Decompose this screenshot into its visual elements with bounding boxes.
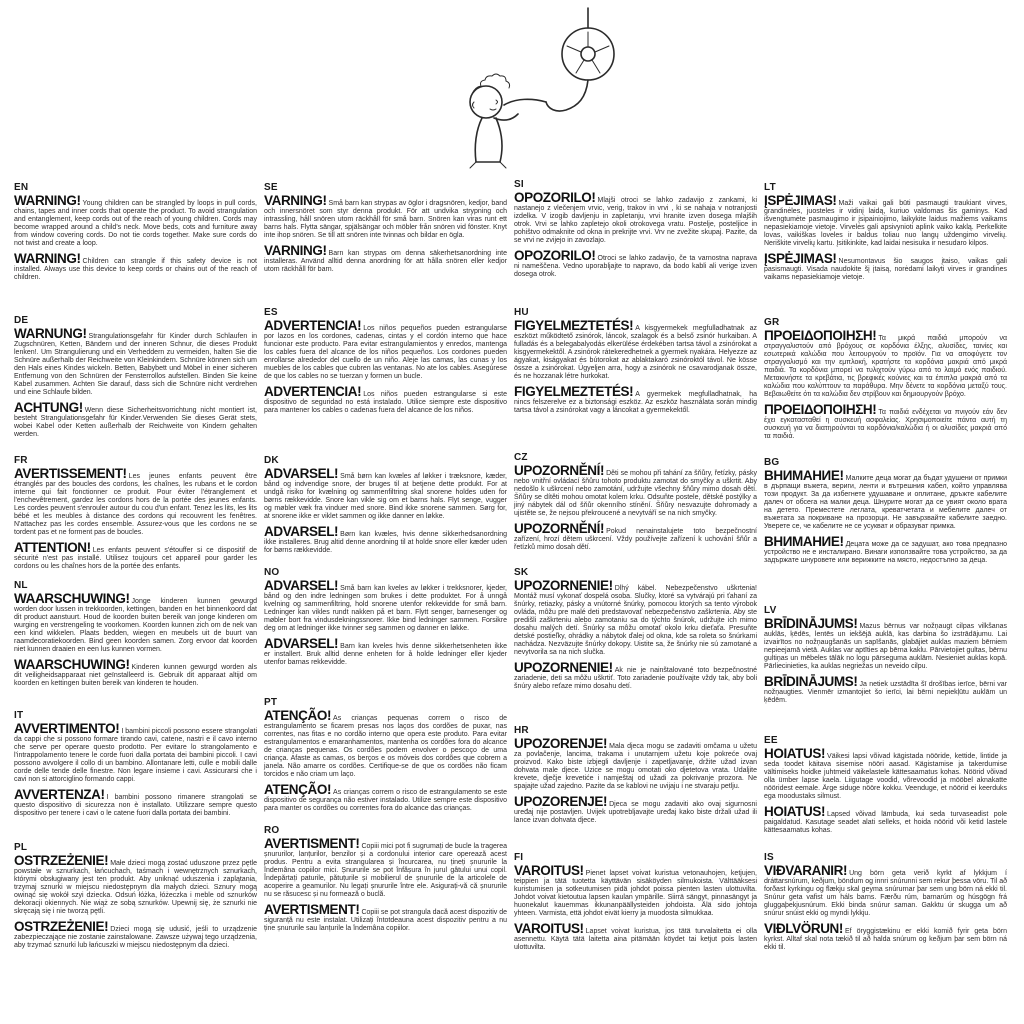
warning-section-gr <box>764 317 1007 448</box>
language-code: FR <box>14 455 28 466</box>
warning-paragraph <box>514 190 757 245</box>
warning-body: Lapset voivat kuristua, jos tätä turvalaitetta ei olla asennettu. Käytä tätä laitetta aina pitämään köydet tai ketjut pois lasten ulottuvilta. <box>514 928 757 951</box>
warning-paragraph <box>14 787 257 818</box>
warning-body: Τα παιδιά ενδέχεται να πνιγούν εάν δεν έχει εγκατασταθεί η συσκευή ασφαλείας. Χρησιμοποιείτε πάντα αυτή τη συσκευή για να διατηρούνται τα κορδόνια/καλώδια ή οι αλυσίδες μακριά από τα παιδιά. <box>764 409 1007 440</box>
warning-paragraph <box>264 524 507 555</box>
warning-body: Lapsed võivad lämbuda, kui seda turvaseadist pole paigaldatud. Kasutage seadet alati selleks, et hoida nöörid või ketid lastele kättesaamatus kohas. <box>764 811 1007 834</box>
warning-paragraph <box>264 782 507 813</box>
warning-paragraph <box>764 328 1007 399</box>
warning-heading: UPOZORNENIE! <box>514 578 613 593</box>
warning-heading: ĮSPĖJIMAS! <box>764 251 837 266</box>
warning-section-hr <box>514 725 757 832</box>
warning-body: Pokud nenainstalujete toto bezpečnostní zařízení, hrozí dětem uškrcení. Vždy používejte zařízení k uchování šňůr a řetízků mimo dosah dětí. <box>514 528 757 551</box>
warning-paragraph <box>14 919 257 950</box>
language-code: SK <box>514 567 529 578</box>
warning-paragraph <box>514 863 757 918</box>
warning-body: As crianças pequenas correm o risco de estrangulamento se ficarem presas nos laços dos cordões de puxar, nas correntes, nas fitas e no cordão interno que opera este produto. Para evitar estrangulamentos e emaranhamentos, mantenha os cordões fora do alcance de crianças pequenas. Os cordões podem envolver o pescoço de uma criança. Afaste as camas, os berços e os móveis dos cordões que cobrem a janela. Não amarre os cordões. Certifique-se de que os cordões não ficam torcidos e não criam um laço. <box>264 715 507 778</box>
warning-paragraph <box>514 463 757 518</box>
warning-body: Små barn kan strypas av öglor i dragsnören, kedjor, band och innersnöret som styr denna produkt. För att undvika strypning och intrassling, håll snören utom räckhåll för små barn. Snören kan viras runt ett barns hals. Flytta sängar, spjälsängar och möbler från snören vid fönster. Knyt inte ihop snören. Se till att snören inte tvinnas och bildar en ögla. <box>264 200 507 239</box>
warning-paragraph <box>264 193 507 240</box>
language-code: IS <box>764 852 774 863</box>
warning-paragraph <box>764 804 1007 835</box>
language-code: CZ <box>514 452 528 463</box>
warning-body: Maži vaikai gali būti pasmaugti traukiant virves, grandinėles, juosteles ir vidinį laidą, kuriuo valdomas šis gaminys. Kad išvengtumėte pasmaugimo ir įsipainiojimo, laikykite laidus mažiems vaikams nepasiekiamoje vietoje. Virvelės gali apsivynioti aplink vaiko kaklą. Perkelkite lovas, vaikiškas loveles ir baldus toliau nuo langų uždengimo virvelių. Neriškite virvelių kartu. Įsitikinkite, kad laidai nesisuka ir nesudaro kilpos. <box>764 200 1007 247</box>
warning-body: Otroci se lahko zadavijo, če ta varnostna naprava ni nameščena. Vedno uporabljajte to napravo, da bodo kabli ali verige izven dosega otrok. <box>514 255 757 278</box>
warning-section-se <box>264 182 507 281</box>
warning-heading: VAROITUS! <box>514 921 584 936</box>
warning-heading: UPOZORNĚNÍ! <box>514 463 605 478</box>
warning-paragraph <box>264 578 507 633</box>
warning-body: Copiii mici pot fi sugrumați de bucle la tragerea șnururilor, lanțurilor, benzilor și a cordonului interior care operează acest produs. Pentru a evita strangularea și încurcarea, nu țineți șnururile la îndemâna copiilor mici. Șnururile se pot înfășura în jurul gâtului unui copil. Îndepărtați paturile, pătuțurile și mobilierul de șnururile de la articolele de acoperire a geamurilor. Nu legați șnururile între ele. Asigurați-vă că șnururile nu se răsucesc și nu formează o buclă. <box>264 843 507 898</box>
warning-heading: FIGYELMEZTETÉS! <box>514 318 634 333</box>
warning-section-hu <box>514 307 757 422</box>
warning-section-bg <box>764 457 1007 572</box>
warning-body: I bambini possono rimanere strangolati se questo dispositivo di sicurezza non è installato. Utilizzare sempre questo dispositivo per tenere i cavi o le catene fuori dalla portata dei bambini. <box>14 794 257 817</box>
warning-body: Mala djeca mogu se zadaviti omčama u užetu za povlačenje, lancima, trakama i unutarnjem užetu koje pokreće ovaj proizvod. Kako biste izbjegli davljenje i zapetljavanje, držite užad izvan dohvata male djece. Uzice se mogu omotati oko djetetova vrata. Udaljite krevete, dječje krevetiće i namještaj od užadi za pokrivanje prozora. Ne spajajte užad zajedno. Pazite da se kablovi ne uvijaju i ne stvaraju petlju. <box>514 743 757 790</box>
warning-body: Jonge kinderen kunnen gewurgd worden door lussen in trekkoorden, kettingen, banden en het binnenkoord dat dit product aanstuurt. Houd de koorden buiten bereik van jonge kinderen om wurging en verstrengeling te voorkomen. Koorden kunnen zich om de nek van een kind wikkelen. Plaats bedden, wiegen en meubels uit de buurt van raamdecoratiekoorden. Bind geen koorden samen. Zorg ervoor dat koorden niet kunnen draaien en een lus kunnen vormen. <box>14 598 257 653</box>
warning-paragraph <box>514 660 757 691</box>
warning-paragraph <box>514 521 757 552</box>
warning-paragraph <box>14 326 257 397</box>
warning-heading: ADVERTENCIA! <box>264 384 362 399</box>
language-code: NL <box>14 580 28 591</box>
warning-heading: OSTRZEŻENIE! <box>14 919 109 934</box>
warning-body: Children can strangle if this safety device is not installed. Always use this device to keep cords or chains out of the reach of children. <box>14 258 257 281</box>
warning-section-ro <box>264 825 507 940</box>
child-reaching-for-blind-cord-drawing <box>428 6 653 176</box>
warning-body: Nesumontavus šio saugos įtaiso, vaikas gali pasismaugti. Visada naudokite šį įtaisą, norėdami laikyti virves ir grandines vaikams nepasiekiamoje vietoje. <box>764 258 1007 281</box>
warning-heading: FIGYELMEZTETÉS! <box>514 384 634 399</box>
warning-section-cz <box>514 452 757 559</box>
warning-body: Dzieci mogą się udusić, jeśli to urządzenie zabezpieczające nie zostanie zainstalowane. Zawsze używaj tego urządzenia, aby trzymać sznurki lub łańcuszki w miejscu niedostępnym dla dzieci. <box>14 926 257 949</box>
warning-section-si <box>514 179 757 286</box>
warning-body: Strangulationsgefahr für Kinder durch Schlaufen in Zugschnüren, Ketten, Bändern und der inneren Schnur, die dieses Produkt lenken!. Um Strangulierung und ein Verheddern zu vermeiden, halten Sie die Schnüre außerhalb der Reichweite von Kleinkindern. Schnüre können sich um den Hals eines Kindes wickeln. Betten, Babybett und Möbel in einer sicheren Entfernung von den Schnüren der Fensterrollos aufstellen. Binden Sie keine Kabel zusammen. Achten Sie darauf, dass sich die Schnüre nicht verdrehen und eine Schlaufe bilden. <box>14 333 257 396</box>
warning-body: Ja netiek uzstādīta šī drošības ierīce, bērni var nožņaugties. Vienmēr izmantojiet šo ierīci, lai bērni nepiekļūtu auklām un ķēdēm. <box>764 681 1007 704</box>
warning-heading: ACHTUNG! <box>14 400 83 415</box>
warning-heading: AVERTISSEMENT! <box>14 466 127 481</box>
warning-heading: ADVERTENCIA! <box>264 318 362 333</box>
warning-paragraph <box>14 540 257 571</box>
language-code: LV <box>764 605 777 616</box>
warning-heading: ADVARSEL! <box>264 636 339 651</box>
warning-heading: BRĪDINĀJUMS! <box>764 674 858 689</box>
warning-paragraph <box>14 591 257 654</box>
warning-heading: AVVERTENZA! <box>14 787 105 802</box>
warning-paragraph <box>764 251 1007 282</box>
warning-heading: OPOZORILO! <box>514 190 596 205</box>
warning-heading: WARNING! <box>14 193 81 208</box>
warning-heading: UPOZORENJE! <box>514 736 608 751</box>
warning-paragraph <box>764 468 1007 531</box>
warning-heading: ΠΡΟΕΙΔΟΠΟΙΗΣΗ! <box>764 328 877 343</box>
warning-paragraph <box>514 921 757 952</box>
language-code: DE <box>14 315 29 326</box>
warning-section-fr <box>14 455 257 578</box>
warning-heading: ВНИМАНИЕ! <box>764 534 844 549</box>
warning-paragraph <box>764 674 1007 705</box>
warning-heading: UPOZORNĚNÍ! <box>514 521 605 536</box>
warning-heading: WARNUNG! <box>14 326 87 341</box>
warning-body: Děti se mohou při tahání za šňůry, řetízky, pásky nebo vnitřní ovládací šňůru tohoto produktu zamotat do smyčky a uškrtit. Aby nedošlo k uškrcení nebo zamotání, udržujte všechny šňůry mimo dosah dětí. Šňůry se dítěti mohou omotat kolem krku. Odsuňte postele, dětské postýlky a jiný nábytek dál od šňůr okenního stínění. Šňůry nesvazujte dohromady a ujistěte se, že nejsou překroucené a nevytváří se na nich smyčky. <box>514 470 757 517</box>
warning-body: I bambini piccoli possono essere strangolati da cappi che si possono formare tirando cavi, catene, nastri e il cavo interno che serve per operare questo prodotto. Per evitare lo strangolamento e l'intrappolamento tenere le corde fuori dalla portata dei bambini piccoli. I cavi possono avvolgere il collo di un bambino. Allontanare letti, culle e mobili dalle corde delle tende delle finestre. Non legare insieme i cavi. Assicurarsi che i cavi non si attorciglino formando cappi. <box>14 728 257 783</box>
warning-body: Ef öryggistækinu er ekki komið fyrir geta börn kyrkst. Alltaf skal nota tækið til að halda snúrum og keðjum þar sem börn ná ekki til. <box>764 928 1007 951</box>
warning-body: Τα μικρά παιδιά μπορούν να στραγγαλιστούν από βρόχους σε κορδόνια έλξης, αλυσίδες, ταινίες και εσωτερικά καλώδια που λειτουργούν το προϊόν. Για να αποφύγετε τον στραγγαλισμό και την εμπλοκή, κρατήστε τα κορδόνια μακριά από μικρά παιδιά. Τα κορδόνια μπορεί να τυλιχτούν γύρω από το λαιμό ενός παιδιού. Μετακινήστε τα κρεβάτια, τις βρεφικές κούνιες και τα έπιπλα μακριά από τα καλώδια που καλύπτουν τα παράθυρα. Μην δένετε τα κορδόνια μεταξύ τους. Βεβαιωθείτε ότι τα καλώδια δεν στρίβουν και δημιουργούν βρόχο. <box>764 335 1007 398</box>
warning-body: Les jeunes enfants peuvent être étranglés par des boucles des cordons, les chaînes, les rubans et le cordon interne qui fait fonctionner ce produit. Pour éviter l'étranglement et l'enchevêtrement, gardez les cordons hors de la portée des jeunes enfants. Les cordes peuvent s'enrouler autour du cou d'un enfant. Tenez les lits, les lits bébé et les meubles à distance des cordons qui recouvrent les fenêtres. N'attachez pas les cordes ensemble. Assurez-vous que les cordons ne se tordent pas et ne forment pas de boucles. <box>14 473 257 536</box>
warning-heading: WAARSCHUWING! <box>14 591 130 606</box>
warning-paragraph <box>514 736 757 791</box>
warning-body: Dlhý kábel. Nebezpečenstvo uškrtenia! Montáž musí vykonať dospelá osoba. Slučky, ktoré sa vytvárajú pri ťahaní za šnúrky, retiazky, pásky a vnútorné šnúrky, pomocou ktorých sa tento výrobok ovláda, môžu pre malé deti predstavovať nebezpečenstvo zaškrtenia. Aby ste predišli zaškrteniu alebo zamotaniu sa do týchto šnúrok, udržujte ich mimo dosahu malých detí. Šnúrky sa môžu omotať okolo krku dieťaťa. Presuňte detské postieľky, ohrádky a nábytok ďalej od okna, kde sa roleta so šnúrkami nachádza. Nezväzujte šnúrky dokopy. Uistite sa, že šnúrky nie sú zamotané a nevytvorila sa na nich slučka. <box>514 585 757 656</box>
warning-body: Copiii se pot strangula dacă acest dispozitiv de siguranță nu este instalat. Utilizați întotdeauna acest dispozitiv pentru a nu ține șnururile sau lanțurile la îndemâna copiilor. <box>264 909 507 932</box>
warning-paragraph <box>764 402 1007 441</box>
warning-heading: VARNING! <box>264 193 327 208</box>
warning-heading: AVERTISMENT! <box>264 836 360 851</box>
warning-body: Pienet lapset voivat kuristua vetonauhojen, ketjujen, teippien ja tätä tuotetta käyttävän sisäköyden silmukoista. Välttääksesi kuristumisen ja sotkeutumisen pidä johdot poissa pienten lasten ulottuvilta. Johdot voivat kietoutua lapsen kaulan ympärille. Siirrä sängyt, pinnasängyt ja huonekalut kauemmas ikkunanpäällysteiden johdoista. Älä sido johtoja yhteen. Varmista, että johdot eivät kierry ja muodosta silmukkaa. <box>514 870 757 917</box>
warning-heading: ADVARSEL! <box>264 524 339 539</box>
warning-paragraph <box>14 400 257 439</box>
warning-heading: BRĪDINĀJUMS! <box>764 616 858 631</box>
warning-paragraph <box>764 534 1007 565</box>
language-code: DK <box>264 455 279 466</box>
warning-paragraph <box>764 921 1007 952</box>
warning-section-no <box>264 567 507 674</box>
warning-paragraph <box>14 193 257 248</box>
warning-paragraph <box>514 384 757 415</box>
warning-paragraph <box>264 902 507 933</box>
warning-heading: ΠΡΟΕΙΔΟΠΟΙΗΣΗ! <box>764 402 877 417</box>
warning-section-lt <box>764 182 1007 289</box>
warning-paragraph <box>764 863 1007 918</box>
warning-heading: UPOZORENJE! <box>514 794 608 809</box>
warning-paragraph <box>514 248 757 279</box>
warning-body: A kisgyermekek megfulladhatnak az eszközt működtető zsinórok, láncok, szalagok és a belső zsinór hurkaiban. A fulladás és a belegabalyodás elkerülése érdekében tartsa távol a zsinórokat a kisgyermekektől. A zsinórok rátekeredhetnek a gyermek nyakára. Helyezze az ágyakat, kiságyakat és bútorokat az ablaktakaró zsinóroktól távol. Ne kösse össze a zsinórokat. Ügyeljen arra, hogy a zsinórok ne csavarodjanak össze, és ne hozzanak létre hurkokat. <box>514 325 757 380</box>
warning-body: Les enfants peuvent s'étouffer si ce dispositif de sécurité n'est pas installé. Utilisez toujours cet appareil pour garder les cordons ou les chaînes hors de la portée des enfants. <box>14 547 257 570</box>
warning-body: Малките деца могат да бъдат удушени от примки в дърпащи въжета, вериги, ленти и вътрешния кабел, който управлява този продукт. За да избегнете удушаване и оплитане, дръжте кабелите далеч от обсега на малки деца. Шнурите могат да се увият около врата на детето. Преместете леглата, креватчетата и мебелите далеч от въжетата за покриване на прозорци. Не завързвайте кабелите заедно. Уверете се, че кабелите не се усукват и образуват примка. <box>764 475 1007 530</box>
language-code: EN <box>14 182 29 193</box>
warning-heading: WAARSCHUWING! <box>14 657 130 672</box>
warning-body: Wenn diese Sicherheitsvorrichtung nicht montiert ist, besteht Strangulationsgefahr für Kinder.Verwenden Sie dieses Gerät stets, wobei Kabel oder Ketten außerhalb der Reichweite von Kindern gehalten werden. <box>14 407 257 438</box>
warning-heading: ВНИМАНИЕ! <box>764 468 844 483</box>
warning-body: Децата може да се задушат, ако това предпазно устройство не е инсталирано. Винаги използвайте това устройство, за да задържате шнуровете или верижките на място, недостъпно за деца. <box>764 541 1007 564</box>
warning-heading: VAROITUS! <box>514 863 584 878</box>
warning-heading: ATENÇÃO! <box>264 782 332 797</box>
warning-body: Barn kan kveles hvis denne sikkerhetsenheten ikke er installert. Bruk alltid denne enheten for å holde ledninger eller kjeder utenfor barnas rekkevidde. <box>264 643 507 666</box>
language-code: BG <box>764 457 780 468</box>
warning-paragraph <box>264 466 507 521</box>
warning-paragraph <box>264 708 507 779</box>
warning-paragraph <box>764 616 1007 671</box>
warning-heading: HOIATUS! <box>764 746 826 761</box>
warning-heading: OSTRZEŻENIE! <box>14 853 109 868</box>
language-code: RO <box>264 825 280 836</box>
warning-heading: VIÐLVÖRUN! <box>764 921 843 936</box>
warning-body: Barn kan strypas om denna säkerhetsanordning inte installeras. Använd alltid denna anordning för att hålla snören eller kedjor utom räckhåll för barn. <box>264 250 507 273</box>
warning-heading: ĮSPĖJIMAS! <box>764 193 837 208</box>
warning-body: Mazus bērnus var nožņaugt cilpas vilkšanas auklās, ķēdēs, lentēs un iekšējā auklā, kas darbina šo izstrādājumu. Lai izvairītos no nožņaugšanās un sapīšanās, glabājiet auklas maziem bērniem nepieejamā vietā. Auklas var aptīties ap bērna kaklu. Pārvietojiet gultas, bērnu gultiņas un mēbeles tālāk no logu pārseguma auklām. Nesieniet auklas kopā. Pārliecinieties, ka auklas negriežas un neveido cilpu. <box>764 623 1007 670</box>
warning-section-lv <box>764 605 1007 712</box>
warning-body: Väikesi lapsi võivad kägistada nööride, kettide, lintide ja seda toodet käitava sisemise nööri aasad. Kägistamise ja takerdumise vältimiseks hoidke juhtmeid väikelastele kättesaamatus kohas. Nöörid võivad olla ümber lapse kaela. Liigutage voodid, võrevoodid ja mööbel aknakatte nööridest eemale. Ärge siduge nööre kokku. Veenduge, et nöörid ei keerduks ega moodustaks silmust. <box>764 753 1007 800</box>
language-code: NO <box>264 567 280 578</box>
warning-heading: ATTENTION! <box>14 540 91 555</box>
warning-paragraph <box>264 243 507 274</box>
warning-illustration <box>428 6 653 176</box>
warning-paragraph <box>14 251 257 282</box>
language-code: ES <box>264 307 278 318</box>
warning-body: Djeca se mogu zadaviti ako ovaj sigurnosni uređaj nije postavljen. Uvijek upotrebljavajte uređaj kako biste držali užad ili lance izvan dohvata djece. <box>514 801 757 824</box>
warning-paragraph <box>514 318 757 381</box>
warning-section-it <box>14 710 257 825</box>
warning-section-fi <box>514 852 757 959</box>
language-code: SI <box>514 179 524 190</box>
warning-heading: VARNING! <box>264 243 327 258</box>
warning-section-sk <box>514 567 757 698</box>
warning-body: Kinderen kunnen gewurgd worden als dit veiligheidsapparaat niet geïnstalleerd is. Gebruik dit apparaat altijd om koorden en kettingen buiten bereik van kinderen te houden. <box>14 664 257 687</box>
warning-body: Małe dzieci mogą zostać uduszone przez pętle powstałe w sznurkach, łańcuchach, taśmach i wewnętrznych sznurkach, którymi obsługiwany jest ten produkt. Aby uniknąć uduszenia i zaplątania, trzymaj sznurki w miejscu niedostępnym dla małych dzieci. Sznury mogą owinąć się wokół szyi dziecka. Odsuń łóżka, łóżeczka i meble od sznurków dekoracji okiennych. Nie wiąż ze sobą sznurków. Upewnij się, że sznurki nie skręcają się i nie tworzą pętli. <box>14 860 257 915</box>
warning-heading: OPOZORILO! <box>514 248 596 263</box>
warning-body: Små barn kan kveles av løkker i trekksnorer, kjeder, bånd og den indre ledningen som brukes i dette produktet. For å unngå kvelning og sammenfiltring, hold snorene utenfor rekkevidde for små barn. Ledninger kan vikles rundt nakken på et barn. Flytt senger, barnesenger og møbler bort fra vindusdekningssnorer. Ikke bind ledninger sammen. Forsikre deg om at ledninger ikke tvinner seg sammen og danner en løkke. <box>264 585 507 632</box>
warning-body: Børn kan kvæles, hvis denne sikkerhedsanordning ikke installeres. Brug altid denne anordning til at holde snore eller kæder uden for børns rækkevidde. <box>264 531 507 554</box>
warning-body: Små børn kan kvæles af løkker i træksnore, kæder, bånd og indvendige snore, der bruges til at betjene dette produkt. For at undgå risiko for kvælning og sammenfiltring skal snorene holdes uden for børns rækkevidde. Snore kan vikle sig om et barns hals. Flyt senge, vugger og møbler væk fra vinduer med snore. Bind ikke snorene sammen. Sørg for, at snorene ikke er viklet sammen og ikke danner en løkke. <box>264 473 507 520</box>
warning-body: As crianças correm o risco de estrangulamento se este dispositivo de segurança não estiver instalado. Utilize sempre este dispositivo para manter os cordões ou correntes fora do alcance das crianças. <box>264 789 507 812</box>
warning-heading: AVERTISMENT! <box>264 902 360 917</box>
warning-body: Ak nie je nainštalované toto bezpečnostné zariadenie, deti sa môžu uškrtiť. Toto zariadenie používajte vždy tak, aby boli šnúry alebo reťaze mimo dosahu detí. <box>514 667 757 690</box>
language-code: GR <box>764 317 780 328</box>
warning-body: A gyermekek megfulladhatnak, ha nincs felszerelve ez a biztonsági eszköz. Az eszköz használata során mindig tartsa távol a zsinórokat vagy a láncokat a gyermekektől. <box>514 391 757 414</box>
warning-section-is <box>764 852 1007 959</box>
warning-section-nl <box>14 580 257 695</box>
warning-heading: ADVARSEL! <box>264 466 339 481</box>
language-code: SE <box>264 182 278 193</box>
warning-paragraph <box>764 746 1007 801</box>
warning-paragraph <box>14 657 257 688</box>
warning-heading: VIÐVARANIR! <box>764 863 848 878</box>
warning-body: Young children can be strangled by loops in pull cords, chains, tapes and inner cords that operate the product. To avoid strangulation and entanglement, keep cords out of the reach of young children. Cords may become wrapped around a child's neck. Move beds, cots and furniture away from window covering cords. Do not tie cords together. Make sure cords do not twist and create a loop. <box>14 200 257 247</box>
warning-heading: AVVERTIMENTO! <box>14 721 120 736</box>
warning-heading: UPOZORNENIE! <box>514 660 613 675</box>
warning-paragraph <box>14 853 257 916</box>
warning-section-pt <box>264 697 507 820</box>
warning-paragraph <box>514 794 757 825</box>
warning-section-pl <box>14 842 257 957</box>
warning-section-en <box>14 182 257 289</box>
warning-paragraph <box>514 578 757 657</box>
warning-heading: HOIATUS! <box>764 804 826 819</box>
warning-paragraph <box>764 193 1007 248</box>
language-code: FI <box>514 852 524 863</box>
warning-section-ee <box>764 735 1007 842</box>
warning-paragraph <box>264 636 507 667</box>
warning-body: Los niños pequeños pueden estrangularse por lazos en los cordones, cadenas, cintas y el cordón interno que hace funcionar este producto. Para evitar estrangulamientos y enredos, mantenga los cables fuera del alcance de los niños pequeños. Los cordones pueden enrollarse alrededor del cuello de un niño. Aleje las camas, las cunas y los muebles de los cables que cubren las ventanas. No ate los cables. Asegúrese de que los cables no se tuerzan y formen un bucle. <box>264 325 507 380</box>
warning-body: Mlajši otroci se lahko zadavijo z zankami, ki nastanejo z vlečenjem vrvic, verig, trakov in vrvi , ki se nahaja v notranjosti izdelka. V izogib davljenju in zapletanju, vrvi hranite izven dosega mlajših otrok. Vrvi se lahko zapletejo okoli otrokovega vratu. Postelje, posteljice in pohištvo odmaknite od okna in prekrijte vrvi. Vrv ne zvežite skupaj. Pazite, da se vrvi ne zvijejo in zavozlajo. <box>514 197 757 244</box>
language-code: HR <box>514 725 529 736</box>
language-code: IT <box>14 710 24 721</box>
warning-body: Los niños pueden estrangularse si este dispositivo de seguridad no está instalado. Utilice siempre este dispositivo para mantener los cables o cadenas fuera del alcance de los niños. <box>264 391 507 414</box>
warning-heading: ADVARSEL! <box>264 578 339 593</box>
warning-section-de <box>14 315 257 446</box>
warning-paragraph <box>14 721 257 784</box>
warning-paragraph <box>14 466 257 537</box>
language-code: HU <box>514 307 529 318</box>
warning-heading: WARNING! <box>14 251 81 266</box>
language-code: EE <box>764 735 778 746</box>
language-code: LT <box>764 182 776 193</box>
warning-section-es <box>264 307 507 422</box>
warning-paragraph <box>264 318 507 381</box>
warning-paragraph <box>264 384 507 415</box>
warning-paragraph <box>264 836 507 899</box>
warning-section-dk <box>264 455 507 562</box>
warning-heading: ATENÇÃO! <box>264 708 332 723</box>
language-code: PL <box>14 842 28 853</box>
warning-body: Ung börn geta verið kyrkt af lykkjum í dráttarsnúrum, keðjum, böndum og innri snúrunni sem rekur þessa vöru. Til að forðast kyrkingu og flækju skal geyma snúrurnar þar sem ung börn ná ekki til. Snúrur geta vafist um háls barns. Færðu rúm, barnarúm og húsgögn frá gluggaþekjusnúrum. Ekki binda snúrur saman. Gakktu úr skugga um að snúrur snúist ekki og myndi lykkju. <box>764 870 1007 917</box>
language-code: PT <box>264 697 278 708</box>
